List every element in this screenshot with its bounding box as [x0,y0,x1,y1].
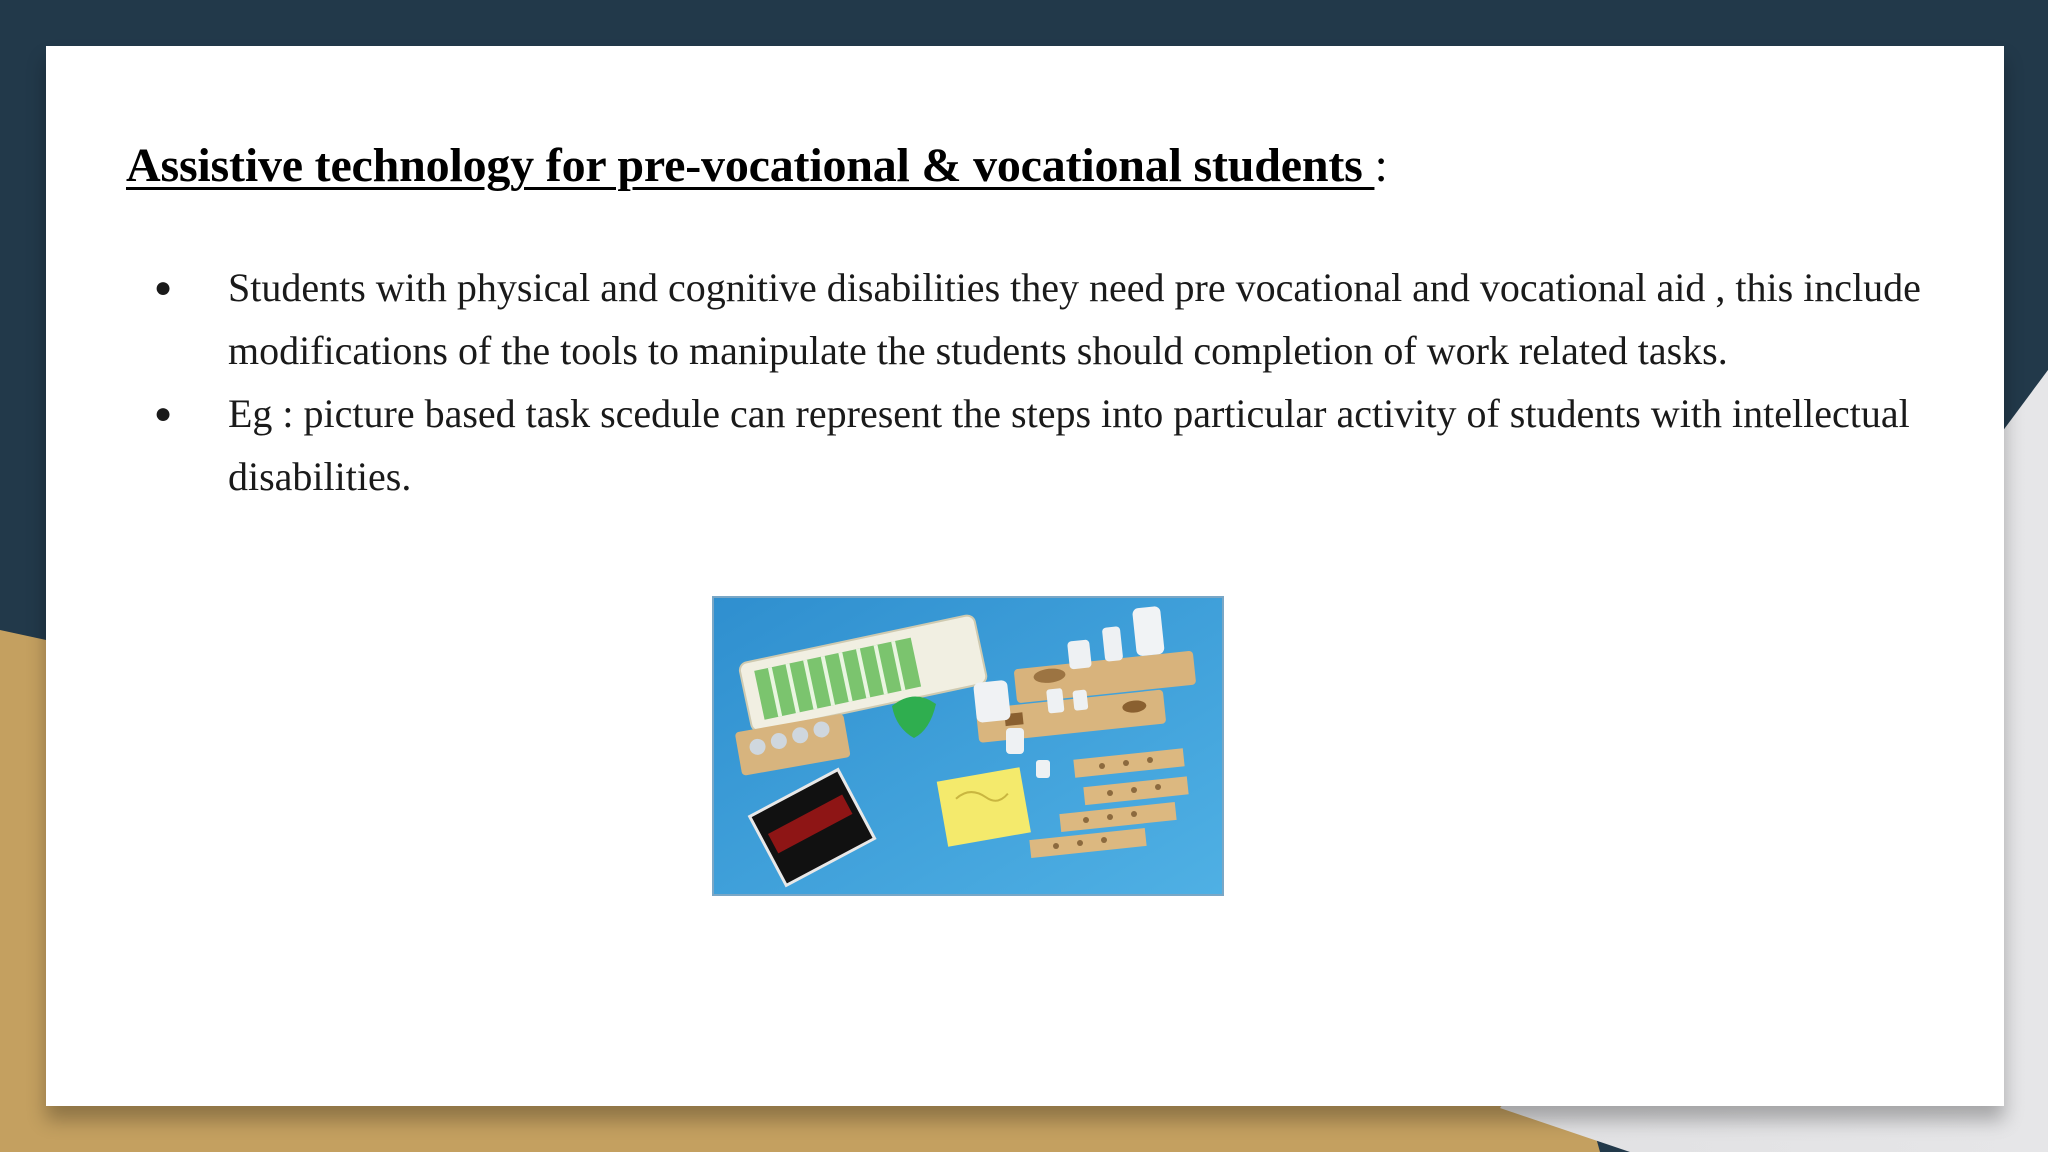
bullet-list [126,256,1986,508]
bullet-icon: ● [154,271,173,304]
bullet-text: Eg : picture based task scedule can represent the steps into particular activity of students with intellectual disabilities. [228,391,1910,499]
list-item [126,256,1986,382]
slide-title [126,138,1388,193]
slide-title-text: Assistive technology for pre-vocational & vocational students [126,139,1375,192]
slide [46,46,2004,1106]
bullet-icon: ● [154,397,173,430]
bullet-text: Students with physical and cognitive disabilities they need pre vocational and vocational aid , this include modifications of the tools to manipulate the students should completion of work related tasks. [228,265,1921,373]
vocational-aids-photo [712,596,1224,896]
slide-title-colon: : [1374,139,1388,192]
list-item [126,382,1986,508]
